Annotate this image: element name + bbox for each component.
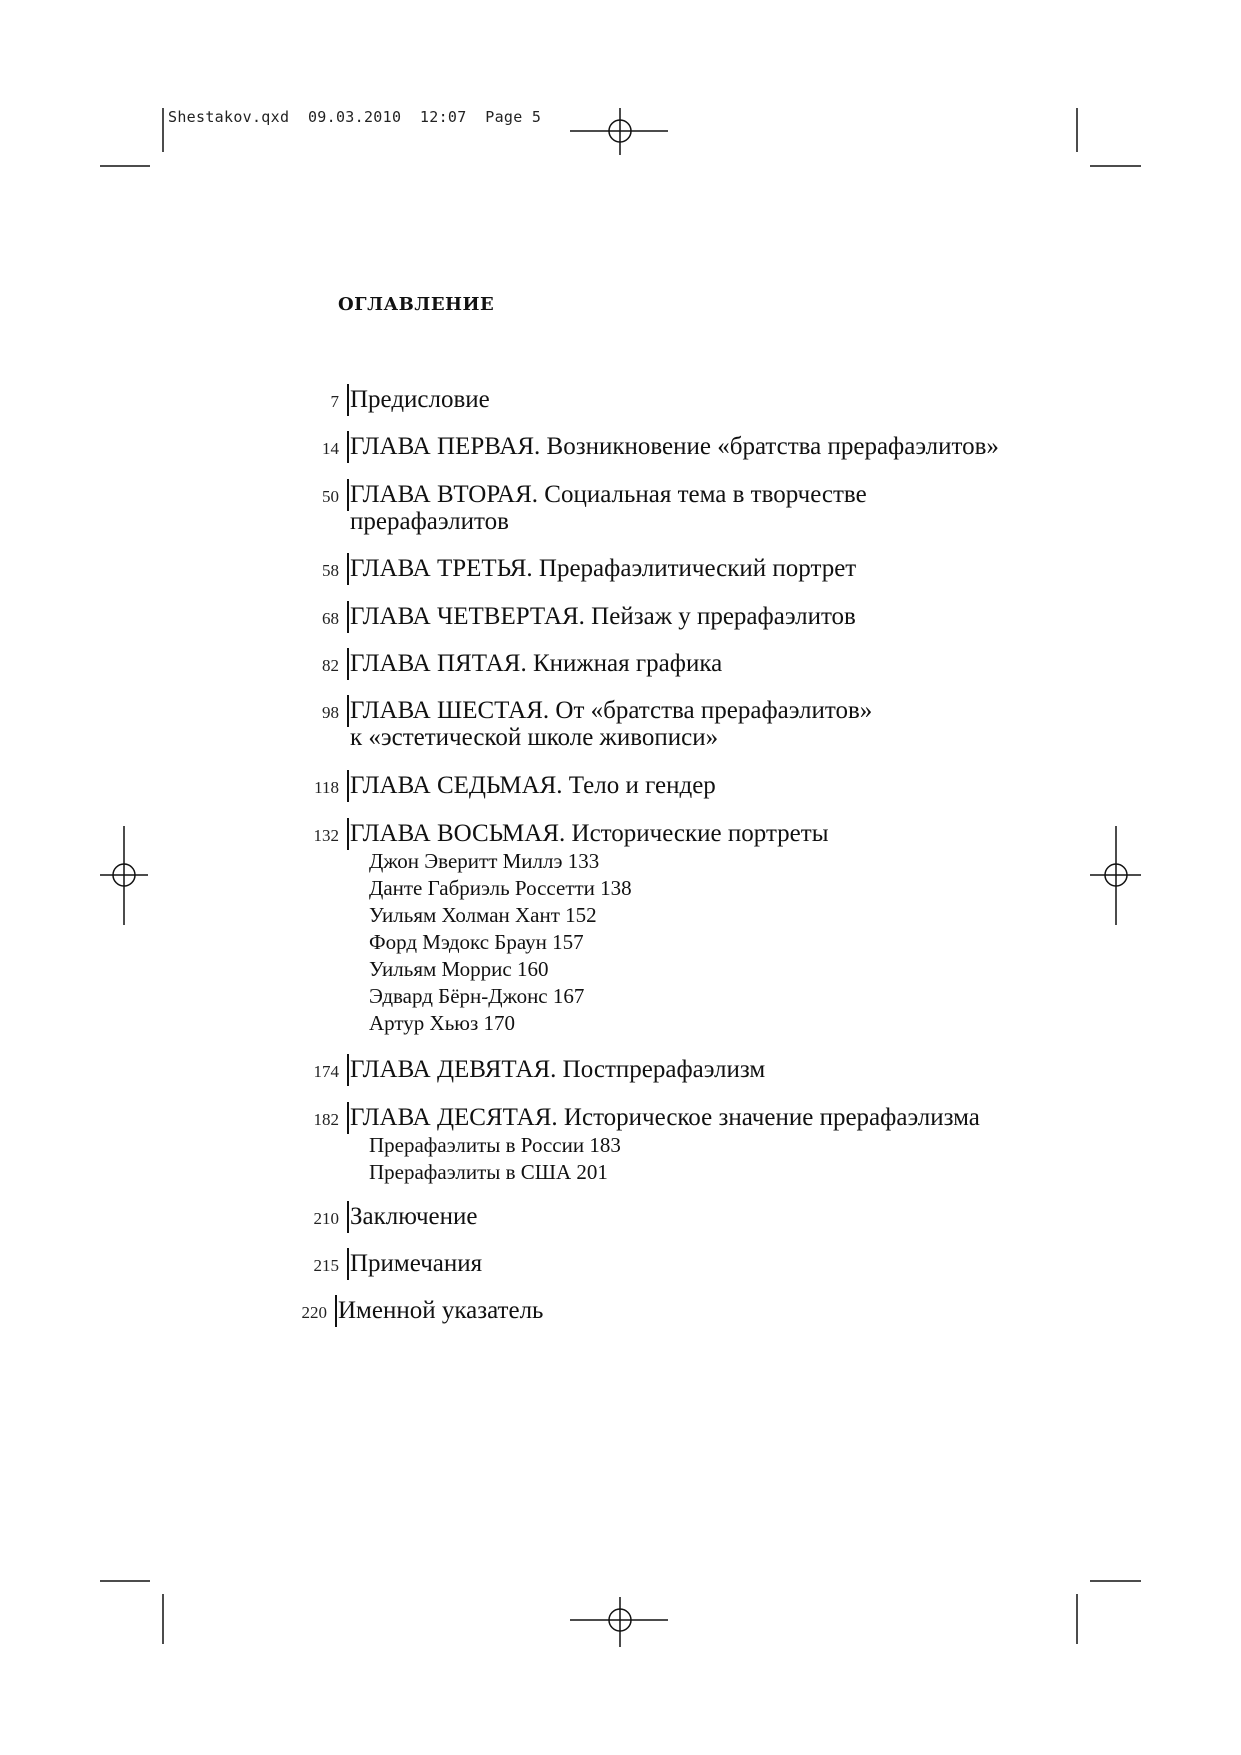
- toc-subentry: Уильям Холман Хант 152: [369, 903, 597, 927]
- toc-entry-title: ГЛАВА ВОСЬМАЯ. Исторические портреты: [350, 820, 829, 847]
- toc-subentry: Прерафаэлиты в России 183: [369, 1133, 621, 1157]
- toc-rule: [347, 553, 349, 585]
- toc-entry-title: к «эстетической школе живописи»: [350, 724, 719, 751]
- toc-rule: [347, 770, 349, 802]
- toc-entry-title: ГЛАВА СЕДЬМАЯ. Тело и гендер: [350, 772, 716, 799]
- toc-rule: [347, 479, 349, 511]
- toc-entry-title: ГЛАВА ПЕРВАЯ. Возникновение «братства прерафаэлитов»: [350, 433, 999, 460]
- toc-page-number: 118: [314, 778, 339, 797]
- toc-page-number: 50: [322, 487, 339, 506]
- toc-page-number: 182: [313, 1110, 339, 1129]
- toc-entry-title: Предисловие: [350, 386, 490, 413]
- toc-rule: [347, 695, 349, 727]
- toc-entry-title: Именной указатель: [338, 1297, 544, 1324]
- toc-entry-title: ГЛАВА ШЕСТАЯ. От «братства прерафаэлитов»: [350, 697, 873, 724]
- toc-rule: [347, 1201, 349, 1233]
- toc-subentry: Эдвард Бёрн-Джонс 167: [369, 984, 585, 1008]
- toc-page-number: 215: [313, 1256, 339, 1275]
- toc-entry-title: ГЛАВА ТРЕТЬЯ. Прерафаэлитический портрет: [350, 555, 857, 582]
- toc-rule: [335, 1295, 337, 1327]
- toc-subentry: Уильям Моррис 160: [369, 957, 549, 981]
- toc-rule: [347, 1102, 349, 1134]
- toc-page-number: 68: [322, 609, 339, 628]
- toc-rule: [347, 431, 349, 463]
- page-title: ОГЛАВЛЕНИЕ: [338, 294, 495, 315]
- toc-rule: [347, 384, 349, 416]
- toc-entry-title: ГЛАВА ВТОРАЯ. Социальная тема в творчестве: [350, 481, 867, 508]
- toc-entry-title: ГЛАВА ДЕСЯТАЯ. Историческое значение прерафаэлизма: [350, 1104, 980, 1131]
- toc-entry-title: ГЛАВА ДЕВЯТАЯ. Постпрерафаэлизм: [350, 1056, 766, 1083]
- toc-page-number: 58: [322, 561, 339, 580]
- toc-subentry: Форд Мэдокс Браун 157: [369, 930, 584, 954]
- toc-entry-title: ГЛАВА ПЯТАЯ. Книжная графика: [350, 650, 723, 677]
- toc-subentry: Прерафаэлиты в США 201: [369, 1160, 608, 1184]
- toc-entry-title: ГЛАВА ЧЕТВЕРТАЯ. Пейзаж у прерафаэлитов: [350, 603, 856, 630]
- toc-page-number: 98: [322, 703, 339, 722]
- toc-entry-title: прерафаэлитов: [350, 508, 509, 535]
- toc-rule: [347, 1248, 349, 1280]
- toc-page-number: 220: [301, 1303, 327, 1322]
- toc-page-number: 210: [313, 1209, 339, 1228]
- toc-rule: [347, 818, 349, 850]
- toc-subentry: Артур Хьюз 170: [369, 1011, 516, 1035]
- print-slug-line: Shestakov.qxd 09.03.2010 12:07 Page 5: [168, 108, 542, 126]
- toc-entry-title: Примечания: [350, 1250, 483, 1277]
- toc-rule: [347, 601, 349, 633]
- toc-subentry: Джон Эверитт Миллэ 133: [369, 849, 600, 873]
- toc-entry-title: Заключение: [350, 1203, 478, 1230]
- toc-page-number: 7: [330, 392, 339, 411]
- toc-page-number: 132: [313, 826, 339, 845]
- toc-page-number: 174: [313, 1062, 339, 1081]
- toc-page-number: 14: [322, 439, 339, 458]
- toc-subentry: Данте Габриэль Россетти 138: [369, 876, 632, 900]
- toc-rule: [347, 648, 349, 680]
- toc-page-number: 82: [322, 656, 339, 675]
- toc-rule: [347, 1054, 349, 1086]
